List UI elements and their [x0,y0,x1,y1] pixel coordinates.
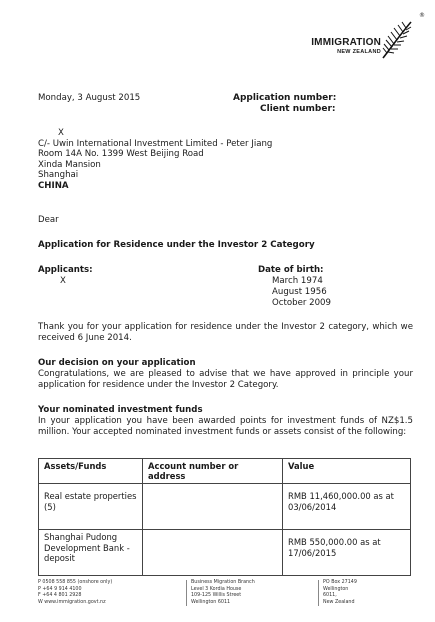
cell-value: RMB 11,460,000.00 as at 03/06/2014 [283,484,411,530]
cell-asset: Real estate properties (5) [39,484,143,530]
cell-asset: Shanghai Pudong Development Bank - deposit [39,530,143,576]
funds-heading: Your nominated investment funds [38,405,203,415]
applicant-name: X [60,276,66,286]
cell-value: RMB 550,000.00 as at 17/06/2015 [283,530,411,576]
address-line: Room 14A No. 1399 West Beijing Road [38,149,204,160]
dob-list [272,276,331,308]
footer-line: Level 3 Kordia House [191,586,242,592]
fern-icon [379,18,415,60]
letter-date: Monday, 3 August 2015 [38,93,141,103]
footer-line: F +64 4 801 2928 [38,593,82,599]
footer-line: Wellington 6011 [191,599,231,605]
footer-line: Wellington [323,586,349,592]
registered-mark: ® [419,12,425,19]
recipient-address [38,128,272,192]
applicants-label: Applicants: [38,265,93,275]
footer-line: Business Migration Branch [191,580,255,585]
logo-main-text: IMMIGRATION [311,37,381,48]
table-row [39,530,411,576]
dob-label: Date of birth: [258,265,324,275]
footer-line: PO Box 27149 [323,580,357,585]
footer-line: P 0508 558 855 (onshore only) [38,580,113,585]
client-number-label: Client number: [260,104,336,114]
footer-postal [318,580,357,606]
logo-sub-text: NEW ZEALAND [337,49,381,55]
table-header-row [39,459,411,484]
decision-paragraph: Congratulations, we are pleased to advise that we have approved in principle your application for residence under the Investor 2 Category. [38,369,413,390]
cell-account [143,530,283,576]
decision-heading: Our decision on your application [38,358,196,368]
immigration-nz-logo [311,38,381,56]
col-header-value: Value [283,459,411,484]
salutation: Dear [38,215,59,225]
dob-entry: August 1956 [272,286,327,297]
address-line: Shanghai [38,170,79,181]
footer-line: New Zealand [323,599,355,605]
footer-contact [38,580,112,606]
subject-line: Application for Residence under the Investor 2 Category [38,240,315,250]
funds-paragraph: In your application you have been awarded points for investment funds of NZ$1.5 million. Your accepted nominated investment funds or assets consist of the following: [38,416,413,437]
footer-line: 6011, [323,593,337,599]
intro-paragraph: Thank you for your application for residence under the Investor 2 category, which we received 6 June 2014. [38,322,413,343]
footer-line: P +64 9 914 4100 [38,586,82,592]
col-header-assets: Assets/Funds [39,459,143,484]
cell-account [143,484,283,530]
footer-line: 109-125 Willis Street [191,593,242,599]
application-number-label: Application number: [233,93,337,103]
address-line: X [58,128,64,138]
address-country: CHINA [38,180,69,191]
footer-line: W www.immigration.govt.nz [38,599,106,605]
dob-entry: October 2009 [272,297,331,308]
funds-table [38,458,411,576]
address-line: Xinda Mansion [38,159,101,170]
address-line: C/- Uwin International Investment Limited - Peter Jiang [38,138,273,149]
table-row [39,484,411,530]
dob-entry: March 1974 [272,276,323,286]
footer-branch [186,580,255,606]
col-header-account: Account number or address [143,459,283,484]
